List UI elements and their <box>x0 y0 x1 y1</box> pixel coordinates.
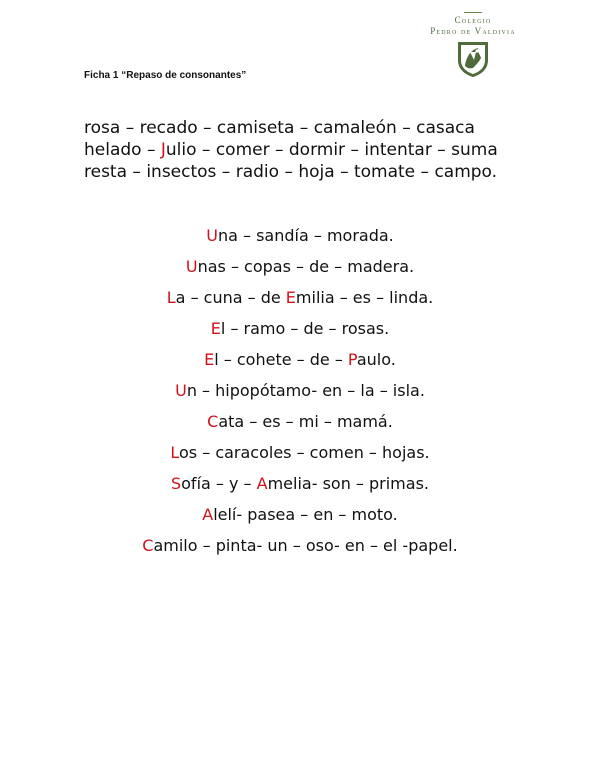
word-text: resta – insectos – radio – hoja – tomate – campo. <box>84 162 498 182</box>
highlighted-letter: L <box>166 288 176 307</box>
sentence-line <box>0 410 600 441</box>
sentence-line <box>0 379 600 410</box>
sentence-text: milia – es – linda. <box>295 288 434 307</box>
sentence-line <box>0 224 600 255</box>
sentence-text: ofía – y – <box>181 474 257 493</box>
sentence-text: na – sandía – morada. <box>217 226 394 245</box>
sentence-line <box>0 317 600 348</box>
school-name-line1: Colegio <box>454 15 492 25</box>
sentence-line <box>0 255 600 286</box>
sentence-text: os – caracoles – comen – hojas. <box>179 443 430 462</box>
sentence-text: l – ramo – de – rosas. <box>220 319 390 338</box>
highlighted-letter: S <box>170 474 182 493</box>
sentence-list <box>0 224 600 565</box>
sentence-text: ata – es – mi – mamá. <box>218 412 393 431</box>
sentence-line <box>0 534 600 565</box>
highlighted-letter: U <box>175 381 187 400</box>
sentence-line <box>0 441 600 472</box>
school-name-line2: Pedro de Valdivia <box>430 26 516 36</box>
highlighted-letter: E <box>285 288 296 307</box>
highlighted-letter: A <box>256 474 268 493</box>
highlighted-letter: J <box>160 140 166 160</box>
highlighted-letter: E <box>210 319 221 338</box>
school-logo <box>408 12 538 78</box>
highlighted-letter: P <box>347 350 357 369</box>
word-line <box>84 161 498 183</box>
sentence-text: amilo – pinta- un – oso- en – el -papel. <box>153 536 458 555</box>
word-text: rosa – recado – camiseta – camaleón – casaca <box>84 118 475 138</box>
sentence-text: lelí- pasea – en – moto. <box>213 505 398 524</box>
logo-divider <box>464 12 482 13</box>
sentence-text: melia- son – primas. <box>267 474 429 493</box>
sentence-line <box>0 472 600 503</box>
sentence-text: aulo. <box>356 350 396 369</box>
word-text: helado – <box>84 140 161 160</box>
word-line <box>84 139 498 161</box>
highlighted-letter: C <box>207 412 219 431</box>
word-list <box>84 117 498 183</box>
highlighted-letter: C <box>142 536 154 555</box>
word-line <box>84 117 498 139</box>
highlighted-letter: L <box>170 443 180 462</box>
highlighted-letter: A <box>202 505 214 524</box>
school-crest-icon <box>456 40 490 78</box>
sentence-text: a – cuna – de <box>175 288 286 307</box>
sentence-text: n – hipopótamo- en – la – isla. <box>186 381 425 400</box>
sentence-text: l – cohete – de – <box>214 350 348 369</box>
worksheet-title: Ficha 1 “Repaso de consonantes” <box>84 70 247 81</box>
word-text: ulio – comer – dormir – intentar – suma <box>165 140 498 160</box>
highlighted-letter: U <box>185 257 198 276</box>
sentence-line <box>0 503 600 534</box>
highlighted-letter: U <box>206 226 218 245</box>
sentence-line <box>0 286 600 317</box>
sentence-text: nas – copas – de – madera. <box>197 257 415 276</box>
sentence-line <box>0 348 600 379</box>
highlighted-letter: E <box>204 350 215 369</box>
